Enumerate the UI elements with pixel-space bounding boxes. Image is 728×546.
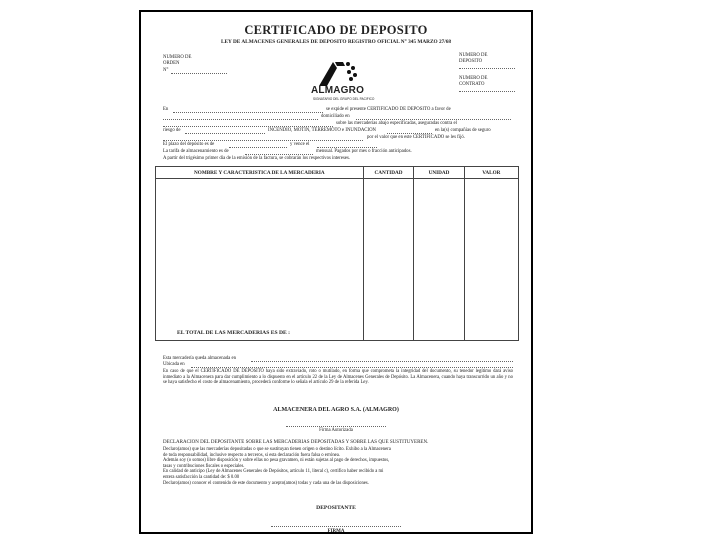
line7-suffix: mensual. Pagados por mes o fracción anticipados. (316, 149, 412, 154)
line6-suffix: y vence el (290, 142, 310, 147)
numero-contrato-line (459, 91, 515, 92)
declaracion-line: tasas y contribuciones fiscales o especiales. (163, 463, 245, 469)
firma-autorizada: Firma Autorizada (319, 428, 353, 433)
numero-label: N° (163, 68, 169, 73)
firma-label: FIRMA (327, 529, 345, 534)
declaracion-line: Declaro(amos) conocer el contenido de este documento y acepto(amos) todas y cada una de las disposiciones. (163, 480, 369, 486)
ubicada-line (191, 367, 513, 368)
col-body-cantidad (363, 179, 414, 341)
col-header-cantidad: CANTIDAD (363, 167, 414, 179)
line3-blank (163, 126, 333, 127)
line8-text: A partir del trigésimo primer día de la emisión de la factura, se cobrarán los respectivos intereses. (163, 156, 351, 161)
declaracion-line: de toda responsabilidad, inclusive respecto a terceros, si esta declaración fuera falsa o errónea. (163, 452, 341, 458)
line6-prefix: El plazo del depósito es de (163, 142, 215, 147)
line4-suffix: en la(s) compañías de seguro (435, 128, 491, 133)
col-header-valor: VALOR (464, 167, 518, 179)
col-body-nombre (156, 179, 364, 341)
line2-blank (163, 119, 318, 120)
logo-text: ALMAGRO (311, 85, 365, 96)
line1-prefix: En (163, 107, 169, 112)
declaracion-line: Declaro(amos) que las mercaderías depositadas o que se sustituyan tienen origen o destino lícito. Exhibo a la Almacenera (163, 447, 391, 452)
firma-autorizada-line (286, 426, 386, 427)
line6-blank (229, 147, 287, 148)
declaracion-line: Además soy (o somos) libre disposición y sobre ellas no pesa gravamen, ni están sujetas al pago de derechos, impuestos, (163, 458, 390, 464)
numero-contrato-label: NUMERO DE CONTRATO (459, 76, 488, 87)
merchandise-table (155, 166, 519, 341)
col-body-valor (464, 179, 518, 341)
numero-deposito-label: NUMERO DE DEPOSITO (459, 53, 488, 64)
robo-paragraph: En caso de que el CERTIFICADO DE DEPOSITO haya sido extraviado, roto o mutilado, en forma que comprometa la integridad del documento, su tenedor legítimo dará aviso inmediato a la Almacenera para dar cumplimiento a lo dispuesto en el artículo 22 de la Ley de Almacenes Generales de Depósito. La Almacenera, cuando haya transcurrido un año y no se haya satisfecho el costo de almacenamiento, procederá conforme lo señala el artículo 29 de la referida Ley. (163, 369, 513, 386)
line1-text: se expide el presente CERTIFICADO DE DEPOSITO a favor de (326, 107, 451, 112)
total-label: EL TOTAL DE LAS MERCADERIAS ES DE : (177, 330, 290, 336)
ubicada-label: Ubicada en (163, 362, 185, 367)
declaracion-line: entera satisfacción la cantidad de: $ 0.00 (163, 474, 240, 480)
declaracion-line: En calidad de anticipo (Ley de Almacenes Generales de Depósitos, artículo 11, literal c), certifico haber recibido a mi (163, 469, 384, 475)
line4-blank (185, 133, 265, 134)
line2-text: domiciliado en (321, 114, 350, 119)
almacenada-line (251, 361, 513, 362)
col-header-unidad: UNIDAD (414, 167, 464, 179)
line4-blank-right (387, 133, 432, 134)
depositante-label: DEPOSITANTE (316, 505, 356, 511)
numero-orden-line (171, 73, 227, 74)
line4-mid: INCENDIO, MOTIN, TERREMOTO e INUNDACION (268, 128, 377, 133)
logo-tagline: SIGNATARIO DEL GRUPO DEL PACIFICO (313, 97, 375, 101)
declaracion-body (163, 447, 515, 486)
certificate-document (139, 10, 533, 534)
line6-blank-right (317, 147, 377, 148)
line2-blank-right (356, 119, 511, 120)
numero-orden-label: NUMERO DE ORDEN (163, 55, 192, 66)
line7-prefix: La tarifa de almacenamiento es de (163, 149, 229, 154)
line4-prefix: riesgo de (163, 128, 181, 133)
almacenada-label: Esta mercadería queda almacenada en (163, 356, 236, 361)
line1-blank (173, 112, 323, 113)
line5-blank (163, 140, 363, 141)
line3-text: sobre las mercaderías abajo especificadas, aseguradas contra el (336, 121, 457, 126)
document-subtitle: LEY DE ALMACENES GENERALES DE DEPOSITO REGISTRO OFICIAL N° 345 MARZO 27/68 (220, 39, 452, 45)
document-title: CERTIFICADO DE DEPOSITO (244, 23, 428, 37)
firma-line (271, 526, 401, 527)
declaracion-title: DECLARACION DEL DEPOSITANTE SOBRE LAS MERCADERIAS DEPOSITADAS Y SOBRE LAS QUE SUSTITUYEREN. (163, 440, 429, 445)
col-body-unidad (414, 179, 464, 341)
col-header-nombre: NOMBRE Y CARACTERISTICA DE LA MERCADERIA (156, 167, 364, 179)
line7-blank (245, 154, 313, 155)
numero-deposito-line (459, 68, 515, 69)
company-name: ALMACENERA DEL AGRO S.A. (ALMAGRO) (273, 407, 399, 413)
line5-text: por el valor que en este CERTIFICADO se les fijó. (367, 135, 466, 140)
